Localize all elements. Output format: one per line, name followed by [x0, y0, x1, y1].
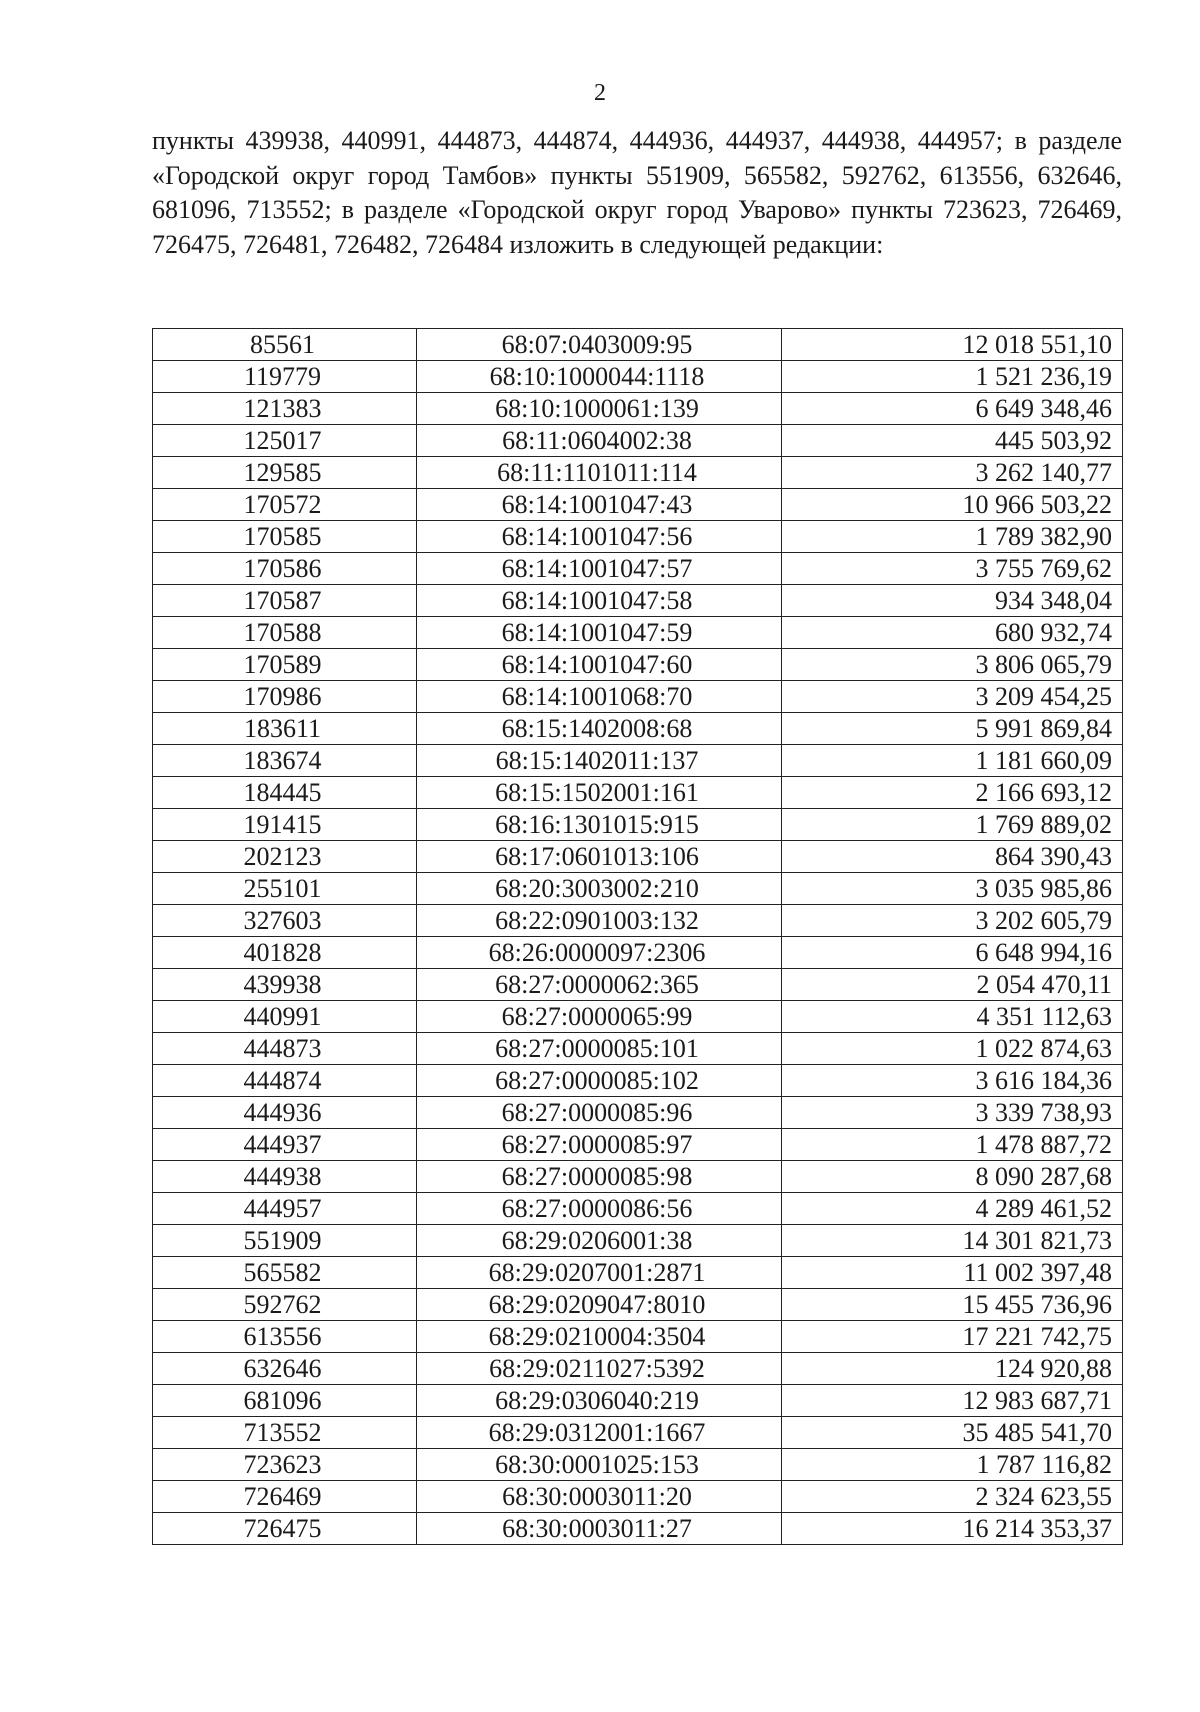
intro-line: пункты 723623, 726469, 726475, 726481, 726482, 726484 изложить: [152, 195, 1122, 259]
cadastral-number-cell: 68:29:0211027:5392: [417, 1353, 782, 1385]
cadastral-value-cell: 5 991 869,84: [782, 713, 1123, 745]
cadastral-number-cell: 68:17:0601013:106: [417, 841, 782, 873]
table-row: [153, 1417, 1123, 1449]
cadastral-number-cell: 68:11:0604002:38: [417, 425, 782, 457]
cadastral-number-cell: 68:26:0000097:2306: [417, 937, 782, 969]
intro-line: в следующей редакции:: [620, 229, 884, 259]
cadastral-number-cell: 68:14:1001047:59: [417, 617, 782, 649]
cadastral-value-cell: 680 932,74: [782, 617, 1123, 649]
cadastral-number-cell: 68:29:0210004:3504: [417, 1321, 782, 1353]
cadastral-number-cell: 68:27:0000085:98: [417, 1161, 782, 1193]
cadastral-value-cell: 8 090 287,68: [782, 1161, 1123, 1193]
cadastral-value-cell: 4 289 461,52: [782, 1193, 1123, 1225]
cadastral-value-cell: 15 455 736,96: [782, 1289, 1123, 1321]
cadastral-number-cell: 68:16:1301015:915: [417, 809, 782, 841]
cadastral-number-cell: 68:29:0207001:2871: [417, 1257, 782, 1289]
cadastral-value-cell: 1 769 889,02: [782, 809, 1123, 841]
table-row: [153, 1289, 1123, 1321]
cadastral-value-cell: 934 348,04: [782, 585, 1123, 617]
cadastral-number-cell: 68:27:0000085:102: [417, 1065, 782, 1097]
row-number-cell: 439938: [153, 969, 417, 1001]
cadastral-value-cell: 17 221 742,75: [782, 1321, 1123, 1353]
table-row: [153, 489, 1123, 521]
table-row: [153, 1097, 1123, 1129]
table-row: [153, 905, 1123, 937]
table-row: [153, 393, 1123, 425]
table-row: [153, 1193, 1123, 1225]
cadastral-value-cell: 864 390,43: [782, 841, 1123, 873]
row-number-cell: 592762: [153, 1289, 417, 1321]
cadastral-value-cell: 6 649 348,46: [782, 393, 1123, 425]
row-number-cell: 170585: [153, 521, 417, 553]
cadastral-number-cell: 68:27:0000085:96: [417, 1097, 782, 1129]
table-row: [153, 585, 1123, 617]
row-number-cell: 125017: [153, 425, 417, 457]
table-row: [153, 1449, 1123, 1481]
cadastral-value-cell: 10 966 503,22: [782, 489, 1123, 521]
table-row: [153, 1161, 1123, 1193]
row-number-cell: 681096: [153, 1385, 417, 1417]
row-number-cell: 170572: [153, 489, 417, 521]
row-number-cell: 183611: [153, 713, 417, 745]
table-row: [153, 457, 1123, 489]
row-number-cell: 170586: [153, 553, 417, 585]
row-number-cell: 401828: [153, 937, 417, 969]
row-number-cell: 85561: [153, 329, 417, 361]
cadastral-number-cell: 68:30:0003011:27: [417, 1513, 782, 1545]
row-number-cell: 444874: [153, 1065, 417, 1097]
cadastral-value-cell: 3 202 605,79: [782, 905, 1123, 937]
cadastral-value-cell: 3 806 065,79: [782, 649, 1123, 681]
row-number-cell: 327603: [153, 905, 417, 937]
cadastral-value-cell: 4 351 112,63: [782, 1001, 1123, 1033]
row-number-cell: 551909: [153, 1225, 417, 1257]
table-row: [153, 873, 1123, 905]
table-row: [153, 681, 1123, 713]
row-number-cell: 444938: [153, 1161, 417, 1193]
table-row: [153, 1513, 1123, 1545]
intro-line: пункты 439938, 440991, 444873, 444874, 444936, 444937, 444938, 444957;: [152, 126, 1004, 155]
cadastral-number-cell: 68:27:0000086:56: [417, 1193, 782, 1225]
cadastral-value-cell: 1 022 874,63: [782, 1033, 1123, 1065]
cadastral-value-cell: 445 503,92: [782, 425, 1123, 457]
cadastral-value-cell: 12 018 551,10: [782, 329, 1123, 361]
cadastral-number-cell: 68:29:0306040:219: [417, 1385, 782, 1417]
table-row: [153, 777, 1123, 809]
table-row: [153, 937, 1123, 969]
table-row: [153, 841, 1123, 873]
cadastral-number-cell: 68:27:0000062:365: [417, 969, 782, 1001]
table-row: [153, 1065, 1123, 1097]
cadastral-number-cell: 68:30:0001025:153: [417, 1449, 782, 1481]
cadastral-number-cell: 68:15:1402008:68: [417, 713, 782, 745]
table-row: [153, 1385, 1123, 1417]
cadastral-number-cell: 68:07:0403009:95: [417, 329, 782, 361]
cadastral-number-cell: 68:27:0000085:97: [417, 1129, 782, 1161]
cadastral-value-cell: 124 920,88: [782, 1353, 1123, 1385]
table-row: [153, 617, 1123, 649]
row-number-cell: 170986: [153, 681, 417, 713]
row-number-cell: 202123: [153, 841, 417, 873]
cadastral-number-cell: 68:29:0312001:1667: [417, 1417, 782, 1449]
cadastral-number-cell: 68:27:0000065:99: [417, 1001, 782, 1033]
cadastral-value-cell: 2 324 623,55: [782, 1481, 1123, 1513]
row-number-cell: 613556: [153, 1321, 417, 1353]
cadastral-value-cell: 1 521 236,19: [782, 361, 1123, 393]
cadastral-value-cell: 1 181 660,09: [782, 745, 1123, 777]
cadastral-number-cell: 68:30:0003011:20: [417, 1481, 782, 1513]
table-row: [153, 1481, 1123, 1513]
cadastral-number-cell: 68:14:1001047:56: [417, 521, 782, 553]
cadastral-value-cell: 1 789 382,90: [782, 521, 1123, 553]
row-number-cell: 565582: [153, 1257, 417, 1289]
table-row: [153, 361, 1123, 393]
table-row: [153, 1321, 1123, 1353]
table-row: [153, 1129, 1123, 1161]
page-number: 2: [594, 80, 606, 106]
row-number-cell: 191415: [153, 809, 417, 841]
cadastral-value-cell: 3 616 184,36: [782, 1065, 1123, 1097]
cadastral-number-cell: 68:22:0901003:132: [417, 905, 782, 937]
cadastral-value-cell: 3 262 140,77: [782, 457, 1123, 489]
cadastral-number-cell: 68:29:0206001:38: [417, 1225, 782, 1257]
row-number-cell: 713552: [153, 1417, 417, 1449]
cadastral-value-cell: 3 035 985,86: [782, 873, 1123, 905]
cadastral-value-cell: 2 166 693,12: [782, 777, 1123, 809]
cadastral-value-cell: 14 301 821,73: [782, 1225, 1123, 1257]
table-row: [153, 521, 1123, 553]
cadastral-value-cell: 3 339 738,93: [782, 1097, 1123, 1129]
row-number-cell: 440991: [153, 1001, 417, 1033]
cadastral-number-cell: 68:10:1000044:1118: [417, 361, 782, 393]
table-row: [153, 745, 1123, 777]
intro-line: 613556, 632646, 681096, 713552; в разделе «Городской округ город Уварово»: [152, 160, 1122, 224]
cadastral-value-cell: 6 648 994,16: [782, 937, 1123, 969]
cadastral-value-cell: 11 002 397,48: [782, 1257, 1123, 1289]
table-body: [153, 329, 1123, 1545]
intro-paragraph: [152, 124, 1122, 262]
row-number-cell: 726469: [153, 1481, 417, 1513]
table-row: [153, 553, 1123, 585]
table-row: [153, 969, 1123, 1001]
cadastral-number-cell: 68:14:1001047:57: [417, 553, 782, 585]
table-row: [153, 1001, 1123, 1033]
cadastral-value-cell: 1 478 887,72: [782, 1129, 1123, 1161]
cadastral-value-cell: 3 755 769,62: [782, 553, 1123, 585]
row-number-cell: 444873: [153, 1033, 417, 1065]
cadastral-value-cell: 16 214 353,37: [782, 1513, 1123, 1545]
row-number-cell: 170588: [153, 617, 417, 649]
cadastral-number-cell: 68:14:1001047:43: [417, 489, 782, 521]
row-number-cell: 632646: [153, 1353, 417, 1385]
row-number-cell: 444936: [153, 1097, 417, 1129]
row-number-cell: 170589: [153, 649, 417, 681]
cadastral-number-cell: 68:10:1000061:139: [417, 393, 782, 425]
cadastral-number-cell: 68:15:1402011:137: [417, 745, 782, 777]
table-row: [153, 649, 1123, 681]
table-row: [153, 809, 1123, 841]
cadastral-number-cell: 68:14:1001047:60: [417, 649, 782, 681]
row-number-cell: 119779: [153, 361, 417, 393]
row-number-cell: 183674: [153, 745, 417, 777]
cadastral-number-cell: 68:14:1001047:58: [417, 585, 782, 617]
cadastral-value-cell: 2 054 470,11: [782, 969, 1123, 1001]
table-row: [153, 1225, 1123, 1257]
cadastral-value-cell: 35 485 541,70: [782, 1417, 1123, 1449]
cadastral-value-table: [152, 328, 1123, 1545]
row-number-cell: 129585: [153, 457, 417, 489]
intro-line: в разделе «Городской округ город Тамбов» пункты 551909, 565582, 592762,: [152, 126, 1123, 190]
row-number-cell: 121383: [153, 393, 417, 425]
cadastral-number-cell: 68:15:1502001:161: [417, 777, 782, 809]
table-row: [153, 713, 1123, 745]
table-row: [153, 1257, 1123, 1289]
row-number-cell: 723623: [153, 1449, 417, 1481]
row-number-cell: 444937: [153, 1129, 417, 1161]
table-row: [153, 425, 1123, 457]
table-row: [153, 1033, 1123, 1065]
cadastral-number-cell: 68:14:1001068:70: [417, 681, 782, 713]
table-row: [153, 329, 1123, 361]
row-number-cell: 255101: [153, 873, 417, 905]
cadastral-value-cell: 3 209 454,25: [782, 681, 1123, 713]
cadastral-number-cell: 68:11:1101011:114: [417, 457, 782, 489]
cadastral-value-cell: 12 983 687,71: [782, 1385, 1123, 1417]
row-number-cell: 184445: [153, 777, 417, 809]
cadastral-number-cell: 68:20:3003002:210: [417, 873, 782, 905]
table-row: [153, 1353, 1123, 1385]
row-number-cell: 444957: [153, 1193, 417, 1225]
cadastral-value-cell: 1 787 116,82: [782, 1449, 1123, 1481]
row-number-cell: 726475: [153, 1513, 417, 1545]
row-number-cell: 170587: [153, 585, 417, 617]
cadastral-number-cell: 68:27:0000085:101: [417, 1033, 782, 1065]
cadastral-number-cell: 68:29:0209047:8010: [417, 1289, 782, 1321]
